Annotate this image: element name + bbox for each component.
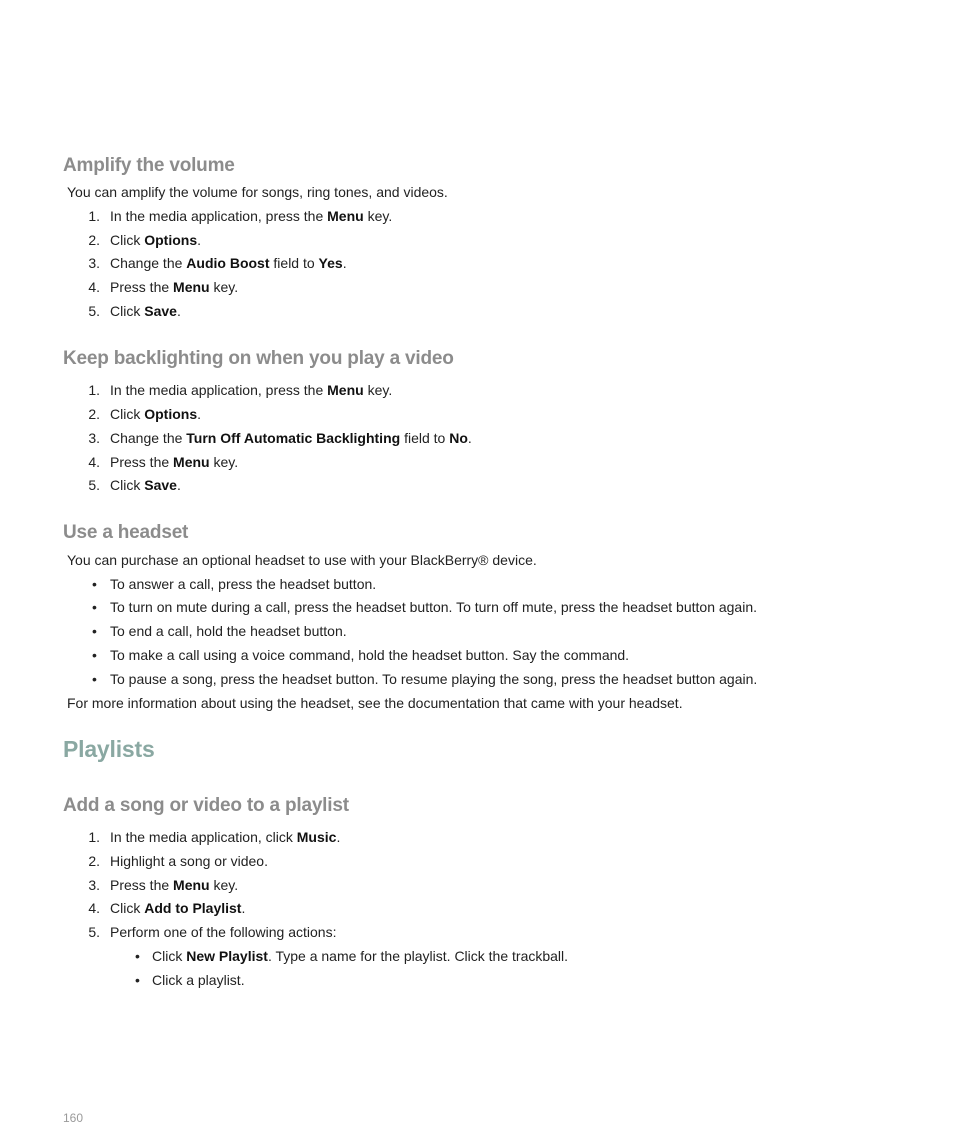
amplify-intro: You can amplify the volume for songs, ring tones, and videos. bbox=[67, 184, 448, 200]
bullet-text: To turn on mute during a call, press the headset button. To turn off mute, press the headset button again. bbox=[110, 599, 758, 615]
step-text: . bbox=[176, 477, 181, 493]
step-text: Press the bbox=[110, 279, 174, 295]
step-text: . bbox=[467, 430, 472, 446]
step-text: field to bbox=[269, 255, 319, 271]
step-number: 3. bbox=[88, 255, 100, 271]
step-keyword: Menu bbox=[173, 877, 210, 893]
headset-outro: For more information about using the headset, see the documentation that came with your headset. bbox=[67, 695, 683, 711]
step-number: 4. bbox=[88, 279, 100, 295]
step-keyword: Music bbox=[296, 829, 337, 845]
heading-add-to-playlist: Add a song or video to a playlist bbox=[63, 795, 349, 816]
step-text: In the media application, press the bbox=[110, 208, 328, 224]
step-text: . bbox=[336, 829, 341, 845]
heading-amplify-volume: Amplify the volume bbox=[63, 155, 235, 176]
step-number: 4. bbox=[88, 900, 100, 916]
step-keyword: Add to Playlist bbox=[144, 900, 242, 916]
step-text: . bbox=[197, 406, 202, 422]
heading-playlists: Playlists bbox=[63, 736, 155, 762]
bullet-glyph: • bbox=[135, 948, 140, 964]
step-text: Click a playlist. bbox=[152, 972, 245, 988]
bullet-text: To answer a call, press the headset button. bbox=[110, 576, 377, 592]
step-number: 5. bbox=[88, 924, 100, 940]
step-text: Click bbox=[110, 477, 145, 493]
step-number: 3. bbox=[88, 877, 100, 893]
step-keyword: Save bbox=[144, 303, 177, 319]
step-text: Click bbox=[110, 232, 145, 248]
bullet-text: To make a call using a voice command, hold the headset button. Say the command. bbox=[110, 647, 630, 663]
step-text: key. bbox=[209, 877, 239, 893]
bullet-glyph: • bbox=[92, 599, 97, 615]
step-text: In the media application, click bbox=[110, 829, 297, 845]
step-text: Click bbox=[110, 406, 145, 422]
step-text: key. bbox=[209, 454, 239, 470]
step-number: 3. bbox=[88, 430, 100, 446]
bullet-text: To pause a song, press the headset button. To resume playing the song, press the headset button again. bbox=[110, 671, 758, 687]
step-text: Click bbox=[110, 900, 145, 916]
step-text: Press the bbox=[110, 877, 174, 893]
step-text: key. bbox=[209, 279, 239, 295]
bullet-glyph: • bbox=[92, 671, 97, 687]
step-text: . bbox=[241, 900, 246, 916]
step-text: Click bbox=[152, 948, 187, 964]
step-keyword: Menu bbox=[327, 208, 364, 224]
step-text: . bbox=[176, 303, 181, 319]
step-text: Change the bbox=[110, 255, 187, 271]
step-keyword: Audio Boost bbox=[186, 255, 270, 271]
step-keyword: Options bbox=[144, 232, 198, 248]
step-keyword: Options bbox=[144, 406, 198, 422]
step-text: . bbox=[342, 255, 347, 271]
step-keyword: No bbox=[449, 430, 468, 446]
step-text: Press the bbox=[110, 454, 174, 470]
step-text: . Type a name for the playlist. Click the trackball. bbox=[267, 948, 569, 964]
heading-use-headset: Use a headset bbox=[63, 522, 189, 543]
step-text: In the media application, press the bbox=[110, 382, 328, 398]
step-text: Click bbox=[110, 303, 145, 319]
step-keyword: Menu bbox=[173, 454, 210, 470]
step-number: 5. bbox=[88, 477, 100, 493]
step-number: 4. bbox=[88, 454, 100, 470]
step-text: Perform one of the following actions: bbox=[110, 924, 337, 940]
step-keyword: Turn Off Automatic Backlighting bbox=[186, 430, 401, 446]
bullet-glyph: • bbox=[92, 623, 97, 639]
step-keyword: Menu bbox=[173, 279, 210, 295]
step-text: key. bbox=[363, 208, 393, 224]
heading-keep-backlighting: Keep backlighting on when you play a video bbox=[63, 348, 454, 369]
step-number: 2. bbox=[88, 232, 100, 248]
step-keyword: Save bbox=[144, 477, 177, 493]
step-text: . bbox=[197, 232, 202, 248]
step-keyword: New Playlist bbox=[186, 948, 268, 964]
bullet-glyph: • bbox=[135, 972, 140, 988]
step-number: 2. bbox=[88, 406, 100, 422]
bullet-text: To end a call, hold the headset button. bbox=[110, 623, 347, 639]
bullet-glyph: • bbox=[92, 576, 97, 592]
bullet-glyph: • bbox=[92, 647, 97, 663]
step-number: 5. bbox=[88, 303, 100, 319]
step-number: 1. bbox=[88, 382, 100, 398]
step-number: 1. bbox=[88, 829, 100, 845]
step-keyword: Menu bbox=[327, 382, 364, 398]
page-number: 160 bbox=[63, 1111, 84, 1125]
headset-intro: You can purchase an optional headset to use with your BlackBerry® device. bbox=[67, 552, 537, 568]
step-text: Change the bbox=[110, 430, 187, 446]
step-number: 2. bbox=[88, 853, 100, 869]
step-number: 1. bbox=[88, 208, 100, 224]
step-text: field to bbox=[400, 430, 450, 446]
step-text: Highlight a song or video. bbox=[110, 853, 268, 869]
step-keyword: Yes bbox=[318, 255, 343, 271]
step-text: key. bbox=[363, 382, 393, 398]
